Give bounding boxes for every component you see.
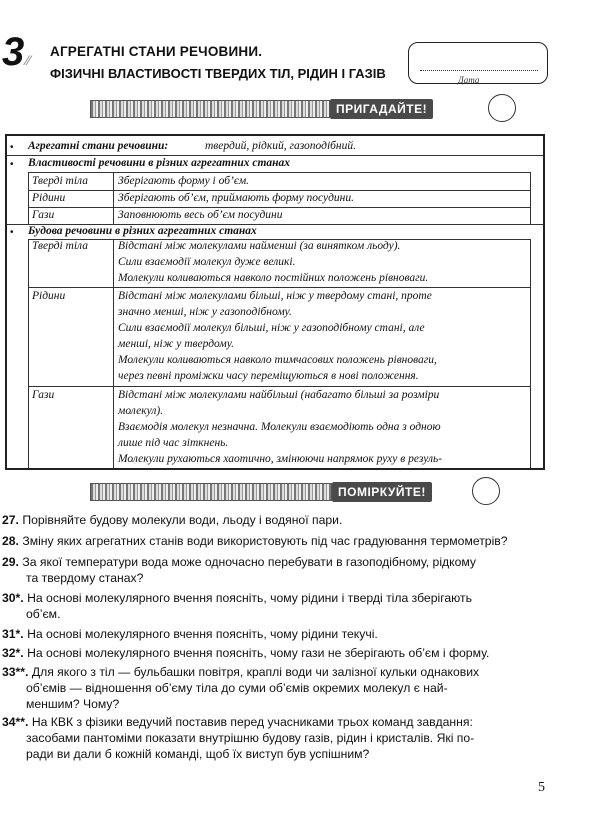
question-number: 32*.: [2, 646, 24, 660]
struct-line: Молекули коливаються навколо тимчасових положень рівноваги,: [118, 354, 437, 366]
chapter-number: 3: [2, 30, 25, 74]
question-number: 29.: [2, 555, 19, 569]
question-text: На основі молекулярного вчення поясніть, чому гази не зберігають об’єм і форму.: [27, 646, 490, 660]
question-number: 27.: [2, 513, 19, 527]
divider: [7, 155, 543, 156]
question-30: [2, 590, 562, 622]
question-text: За якої температури вода може одночасно перебувати в газоподібному, рідкому: [22, 555, 477, 569]
divider: [113, 172, 114, 224]
prop-text: Зберігають форму і об’єм.: [118, 175, 250, 187]
states-label: Агрегатні стани речовини:: [28, 140, 169, 152]
question-number: 33**.: [2, 665, 29, 679]
page-title-line2: ФІЗИЧНІ ВЛАСТИВОСТІ ТВЕРДИХ ТІЛ, РІДИН І ГАЗІВ: [50, 66, 386, 81]
struct-line: Сили взаємодії молекул більші, ніж у газоподібному стані, але: [118, 322, 425, 334]
struct-state: Гази: [32, 389, 55, 401]
struct-line: менші, ніж у твердому.: [118, 338, 234, 350]
question-text: Для якого з тіл — бульбашки повітря, краплі води чи залізної кульки однакових: [31, 665, 480, 679]
struct-line: через певні проміжки часу переміщуються в нові положення.: [118, 370, 419, 382]
prop-state: Рідини: [32, 192, 66, 204]
think-banner-label: ПОМІРКУЙТЕ!: [332, 482, 432, 502]
struct-line: Сили взаємодії молекул дуже великі.: [118, 256, 296, 268]
question-text: ради ви дали б кожній команді, щоб їх виступ був успішним?: [26, 747, 370, 761]
question-34: [2, 714, 562, 762]
question-text: На основі молекулярного вчення поясніть, чому рідини текучі.: [27, 627, 378, 641]
struct-line: Молекули рухаються хаотично, змінюючи напрямок руху в резуль-: [118, 453, 443, 465]
apple-icon: [488, 94, 516, 122]
struct-state: Тверді тіла: [32, 240, 88, 252]
divider: [28, 172, 530, 173]
page-number: 5: [538, 780, 545, 795]
question-number: 28.: [2, 534, 19, 548]
divider: [28, 172, 29, 224]
question-text: На основі молекулярного вчення поясніть, чому рідини і тверді тіла зберігають: [27, 591, 472, 605]
divider: [113, 239, 114, 468]
prop-text: Заповнюють весь об’єм посудини: [118, 209, 283, 221]
divider: [28, 386, 530, 387]
struct-line: лише під час зіткнень.: [118, 437, 229, 449]
divider: [28, 207, 530, 208]
divider: [530, 239, 531, 468]
think-banner-band: [90, 483, 332, 501]
question-text: меншим? Чому?: [26, 697, 120, 711]
question-32: [2, 645, 562, 661]
struct-line: Взаємодія молекул незначна. Молекули взаємодіють одна з одною: [118, 421, 441, 433]
prop-state: Гази: [32, 209, 55, 221]
prop-state: Тверді тіла: [32, 175, 88, 187]
struct-line: Відстані між молекулами найбільші (набагато більші за розміри: [118, 389, 440, 401]
divider: [28, 239, 29, 468]
states-value: твердий, рідкий, газоподібний.: [205, 140, 357, 152]
question-text: На КВК з фізики ведучий поставив перед учасниками трьох команд завдання:: [31, 715, 473, 729]
chapter-decoration: ⁄⁄: [26, 52, 31, 68]
bullet-icon: •: [10, 159, 14, 170]
question-number: 30*.: [2, 591, 24, 605]
question-text: засобами пантоміми показати внутрішню будову газів, рідин і кристалів. Які по-: [26, 731, 475, 745]
struct-line: молекул).: [118, 405, 164, 417]
divider: [28, 287, 530, 288]
question-text: та твердому станах?: [26, 571, 144, 585]
divider: [28, 190, 530, 191]
prop-text: Зберігають об’єм, приймають форму посудини.: [118, 192, 354, 204]
question-text: Зміну яких агрегатних станів води використовують під час градуювання термометрів?: [22, 534, 508, 548]
question-27: [2, 512, 552, 528]
question-number: 34**.: [2, 715, 29, 729]
question-text: об’ємів — відношення об’єму тіла до суми об’ємів окремих молекул є най-: [26, 681, 448, 695]
recall-banner-band: [90, 100, 330, 118]
date-field-line[interactable]: [420, 70, 538, 71]
struct-line: Відстані між молекулами більші, ніж у твердому стані, проте: [118, 290, 432, 302]
question-33: [2, 664, 562, 712]
bullet-icon: •: [10, 142, 14, 153]
date-label: Дата: [458, 75, 480, 85]
struct-line: Молекули коливаються навколо постійних положень рівноваги.: [118, 272, 429, 284]
struct-state: Рідини: [32, 290, 66, 302]
question-29: [2, 554, 562, 586]
divider: [530, 172, 531, 224]
question-text: Порівняйте будову молекули води, льоду і водяної пари.: [22, 513, 343, 527]
structure-title: Будова речовини в різних агрегатних станах: [28, 225, 257, 237]
properties-title: Властивості речовини в різних агрегатних станах: [28, 157, 291, 169]
apple-icon: [472, 477, 500, 505]
question-31: [2, 626, 562, 642]
page-title-line1: АГРЕГАТНІ СТАНИ РЕЧОВИНИ.: [50, 44, 263, 59]
question-28: [2, 533, 562, 549]
recall-banner-label: ПРИГАДАЙТЕ!: [330, 99, 433, 119]
struct-line: Відстані між молекулами найменші (за винятком льоду).: [118, 240, 401, 252]
bullet-icon: •: [10, 227, 14, 238]
question-number: 31*.: [2, 627, 24, 641]
struct-line: значно менші, ніж у газоподібному.: [118, 306, 292, 318]
question-text: об’єм.: [26, 607, 61, 621]
